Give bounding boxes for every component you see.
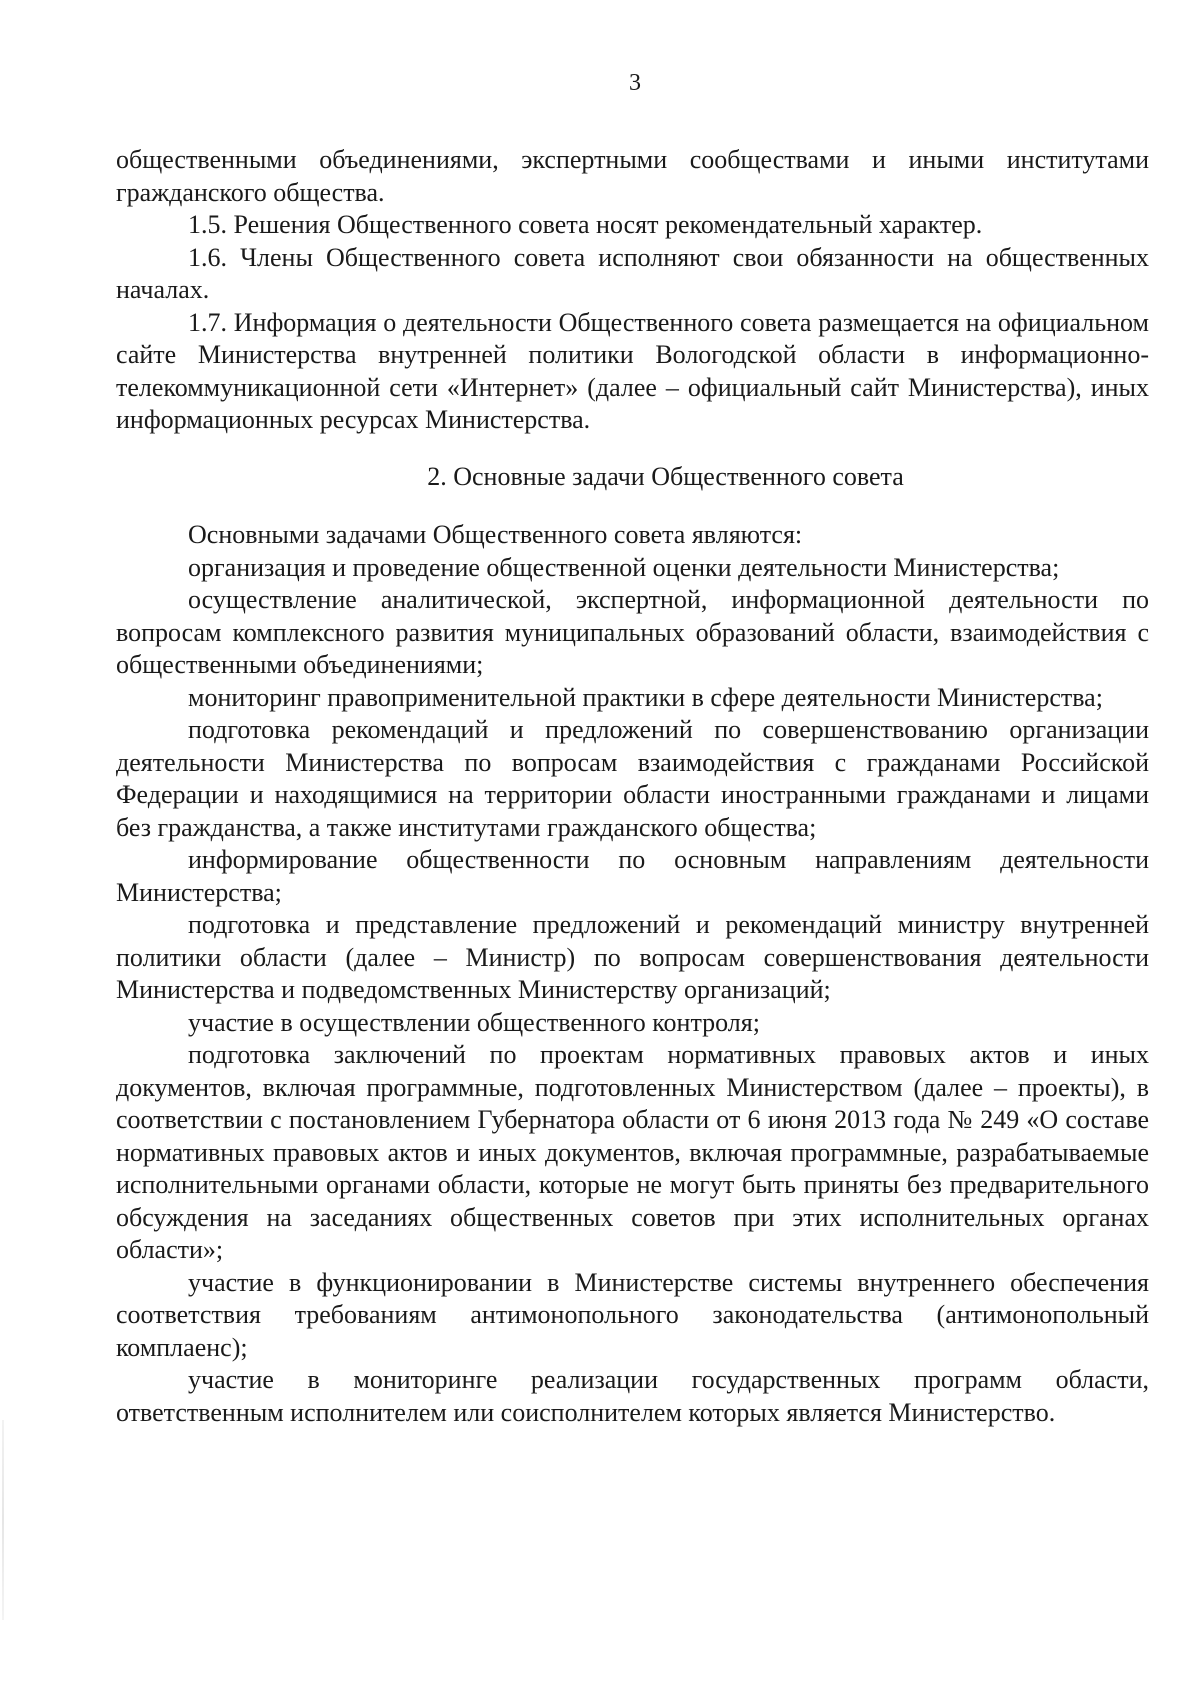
task-item: осуществление аналитической, экспертной, информационной деятельности по вопросам комплексного развития муниципальных образований области, взаимодействия с общественными объединениями; xyxy=(116,585,1149,679)
paragraph-1-7: 1.7. Информация о деятельности Общественного совета размещается на официальном сайте Министерства внутренней политики Вологодской области в информационно-телекоммуникационной сети «Интернет» (далее – официальный сайт Министерства), иных информационных ресурсах Министерства. xyxy=(116,307,1149,434)
task-item: участие в мониторинге реализации государственных программ области, ответственным исполнителем или соисполнителем которых является Министерство. xyxy=(116,1365,1149,1427)
document-body xyxy=(116,144,1149,1429)
tasks-intro: Основными задачами Общественного совета являются: xyxy=(188,520,803,549)
task-item: участие в функционировании в Министерстве системы внутреннего обеспечения соответствия требованиям антимонопольного законодательства (антимонопольный комплаенс); xyxy=(116,1267,1149,1362)
section-heading: 2. Основные задачи Общественного совета xyxy=(427,461,904,491)
task-item: организация и проведение общественной оценки деятельности Министерства; xyxy=(188,552,1060,582)
scan-edge-artifact xyxy=(2,1420,4,1620)
task-item: информирование общественности по основным направлениям деятельности Министерства; xyxy=(116,845,1149,907)
task-item: участие в осуществлении общественного контроля; xyxy=(188,1007,760,1037)
task-item: подготовка рекомендаций и предложений по совершенствованию организации деятельности Министерства по вопросам взаимодействия с гражданами Российской Федерации и находящимися на территории области иностранными гражданами и лицами без гражданства, а также институтами гражданского общества; xyxy=(116,715,1149,842)
task-item: подготовка заключений по проектам нормативных правовых актов и иных документов, включая программные, подготовленных Министерством (далее – проекты), в соответствии с постановлением Губернатора области от 6 июня 2013 года № 249 «О составе нормативных правовых актов и иных документов, включая программные, разрабатываемые исполнительными органами области, которые не могут быть приняты без предварительного обсуждения на заседаниях общественных советов при этих исполнительных органах области»; xyxy=(116,1040,1149,1264)
paragraph-1-5: 1.5. Решения Общественного совета носят рекомендательный характер. xyxy=(188,210,983,239)
paragraph-1-6: 1.6. Члены Общественного совета исполняют свои обязанности на общественных началах. xyxy=(116,242,1149,304)
paragraph-continuation: общественными объединениями, экспертными сообществами и иными институтами гражданского общества. xyxy=(116,145,1149,207)
task-item: мониторинг правоприменительной практики в сфере деятельности Министерства; xyxy=(188,682,1103,712)
task-item: подготовка и представление предложений и рекомендаций министру внутренней политики области (далее – Министр) по вопросам совершенствования деятельности Министерства и подведомственных Министерству организаций; xyxy=(116,910,1149,1004)
page-number: 3 xyxy=(629,70,641,96)
